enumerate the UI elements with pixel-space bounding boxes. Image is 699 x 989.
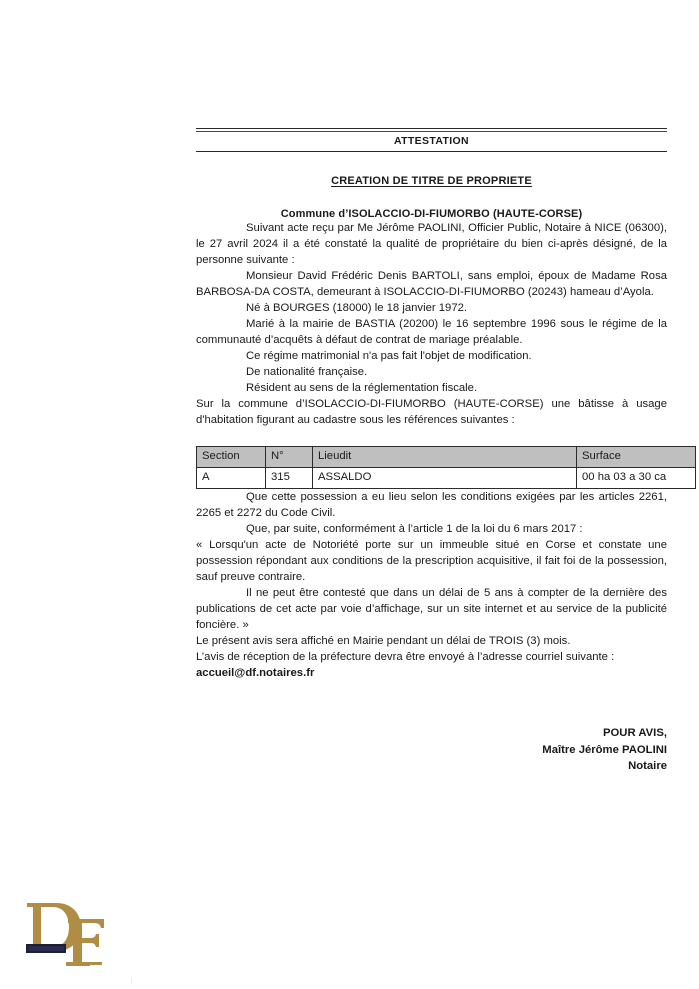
document-main-title: CREATION DE TITRE DE PROPRIETE: [331, 174, 532, 187]
signature-line-pour-avis: POUR AVIS,: [602, 727, 667, 740]
paragraph-personne: Monsieur David Frédéric Denis BARTOLI, sans emploi, époux de Madame Rosa BARBOSA-DA COSTA, demeurant à ISOLACCIO-DI-FIUMORBO (20243) hameau d’Ayola.: [196, 269, 667, 298]
paragraph-affichage: Le présent avis sera affiché en Mairie pendant un délai de TROIS (3) mois.: [196, 635, 571, 648]
cell-section: A: [197, 467, 266, 488]
cadastre-table: [196, 446, 696, 489]
paragraph-mariage: Marié à la mairie de BASTIA (20200) le 16 septembre 1996 sous le régime de la communauté d’acquêts à défaut de contrat de mariage préalable.: [196, 317, 667, 346]
header-rule-bottom: [196, 151, 667, 152]
cadastre-table-wrapper: [196, 446, 667, 489]
contact-email[interactable]: accueil@df.notaires.fr: [196, 667, 315, 680]
cell-surface: 00 ha 03 a 30 ca: [577, 467, 696, 488]
page-title: ATTESTATION: [393, 135, 469, 147]
page-artifact: [131, 977, 132, 984]
paragraph-residence-fiscale: Résident au sens de la réglementation fiscale.: [246, 381, 478, 394]
paragraph-prefecture: L’avis de réception de la préfecture devra être envoyé à l’adresse courriel suivante :: [196, 651, 615, 664]
signature-line-role: Notaire: [628, 760, 667, 773]
paragraph-possession: Que cette possession a eu lieu selon les conditions exigées par les articles 2261, 2265 et 2272 du Code Civil.: [196, 490, 667, 519]
paragraph-bien: Sur la commune d’ISOLACCIO-DI-FIUMORBO (HAUTE-CORSE) une bâtisse à usage d'habitation figurant au cadastre sous les références suivantes :: [196, 397, 667, 426]
column-header-numero: N°: [266, 446, 313, 467]
paragraph-regime-matrimonial: Ce régime matrimonial n'a pas fait l'objet de modification.: [246, 349, 532, 362]
paragraph-loi-intro: Que, par suite, conformément à l’article 1 de la loi du 6 mars 2017 :: [246, 523, 583, 536]
paragraph-nationalite: De nationalité française.: [246, 365, 368, 378]
column-header-lieudit: Lieudit: [313, 446, 577, 467]
document-body: [196, 128, 667, 774]
signature-line-name: Maître Jérôme PAOLINI: [542, 743, 667, 756]
paragraph-acte: Suivant acte reçu par Me Jérôme PAOLINI, Officier Public, Notaire à NICE (06300), le 27 avril 2024 il a été constaté la qualité de propriétaire du bien ci-après désigné, de la personne suivante :: [196, 221, 667, 266]
column-header-section: Section: [197, 446, 266, 467]
paragraph-loi-contestation: Il ne peut être contesté que dans un délai de 5 ans à compter de la dernière des publications de cet acte par voie d’affichage, sur un site internet et au service de la publicité foncière. »: [196, 587, 667, 632]
df-logo: [24, 897, 108, 969]
table-row: [197, 467, 696, 488]
table-header-row: [197, 446, 696, 467]
cell-numero: 315: [266, 467, 313, 488]
paragraph-naissance: Né à BOURGES (18000) le 18 janvier 1972.: [246, 301, 468, 314]
signature-block: [196, 725, 667, 774]
df-monogram-icon: [24, 897, 108, 969]
paragraph-loi-citation: « Lorsqu'un acte de Notoriété porte sur un immeuble situé en Corse et constate une possession répondant aux conditions de la prescription acquisitive, il fait foi de la possession, sauf preuve contraire.: [196, 539, 667, 584]
document-subtitle: Commune d’ISOLACCIO-DI-FIUMORBO (HAUTE-CORSE): [280, 207, 583, 220]
column-header-surface: Surface: [577, 446, 696, 467]
cell-lieudit: ASSALDO: [313, 467, 577, 488]
